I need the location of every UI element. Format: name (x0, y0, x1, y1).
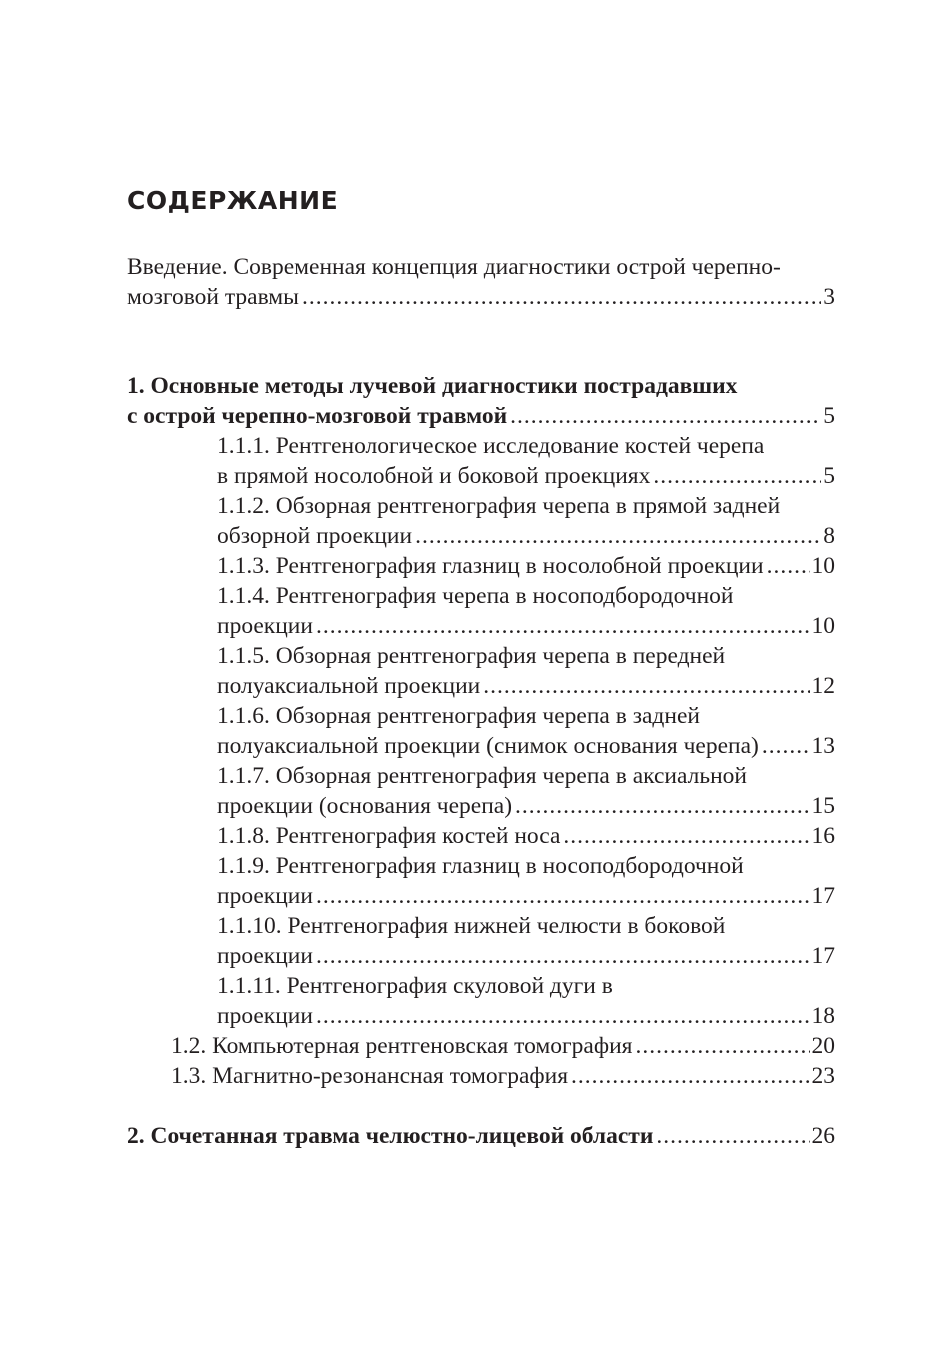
toc-entry-text: проекции (основания черепа) (217, 793, 513, 819)
dot-leader (767, 551, 810, 581)
page-number: 13 (811, 733, 835, 759)
toc-entry-text: 1.2. Компьютерная рентгеновская томография (171, 1033, 633, 1059)
dot-leader (510, 401, 821, 431)
toc-entry-text: 1.1.10. Рентгенография нижней челюсти в боковой (217, 913, 726, 939)
page-number: 12 (811, 673, 835, 699)
toc-entry-text: 2. Сочетанная травма челюстно-лицевой области (127, 1123, 654, 1149)
toc-entry-text: 1.1.9. Рентгенография глазниц в носоподбородочной (217, 853, 744, 879)
page-number: 20 (811, 1033, 835, 1059)
dot-leader (316, 941, 810, 971)
toc-entry-text: проекции (217, 943, 313, 969)
page-number: 3 (823, 284, 835, 310)
toc-entry-text: в прямой носолобной и боковой проекциях (217, 463, 651, 489)
dot-leader (316, 881, 810, 911)
dot-leader (653, 461, 821, 491)
toc-entry-text: 1.1.1. Рентгенологическое исследование костей черепа (217, 433, 765, 459)
toc-entry-1-1-10-line2[interactable] (217, 941, 835, 971)
toc-entry-text: проекции (217, 613, 313, 639)
toc-entry-text: полуаксиальной проекции (снимок основания черепа) (217, 733, 759, 759)
toc-chapter-2[interactable] (127, 1121, 835, 1151)
toc-entry-text: 1.1.6. Обзорная рентгенография черепа в задней (217, 703, 700, 729)
toc-entry-1-1-9-line1[interactable] (217, 851, 835, 881)
toc-entry-1-1-10-line1[interactable] (217, 911, 835, 941)
toc-entry-text: 1.1.4. Рентгенография черепа в носоподбородочной (217, 583, 734, 609)
toc-entry-1-1-1-line1[interactable] (217, 431, 835, 461)
toc-entry-text: 1.1.2. Обзорная рентгенография черепа в прямой задней (217, 493, 781, 519)
toc-entry-1-1-6-line2[interactable] (217, 731, 835, 761)
toc-entry-1-1-7-line2[interactable] (217, 791, 835, 821)
toc-entry-text: 1.1.5. Обзорная рентгенография черепа в передней (217, 643, 726, 669)
page-number: 17 (811, 943, 835, 969)
toc-entry-1-3[interactable] (171, 1061, 835, 1091)
toc-entry-1-1-6-line1[interactable] (217, 701, 835, 731)
dot-leader (302, 282, 821, 312)
toc-entry-1-1-5-line1[interactable] (217, 641, 835, 671)
page-number: 10 (811, 613, 835, 639)
toc-entry-1-1-11-line2[interactable] (217, 1001, 835, 1031)
dot-leader (656, 1121, 809, 1151)
dot-leader (571, 1061, 809, 1091)
toc-entry-1-1-7-line1[interactable] (217, 761, 835, 791)
toc-entry-text: 1.3. Магнитно-резонансная томография (171, 1063, 569, 1089)
toc-entry-text: с острой черепно-мозговой травмой (127, 403, 508, 429)
toc-entry-text: 1.1.7. Обзорная рентгенография черепа в аксиальной (217, 763, 747, 789)
page-number: 5 (823, 403, 835, 429)
toc-entry-1-1-3[interactable] (217, 551, 835, 581)
toc-entry-text: мозговой травмы (127, 284, 299, 310)
dot-leader (762, 731, 810, 761)
page-number: 5 (823, 463, 835, 489)
toc-entry-1-1-1-line2[interactable] (217, 461, 835, 491)
dot-leader (316, 611, 810, 641)
page-number: 10 (811, 553, 835, 579)
toc-entry-intro-line1[interactable] (127, 252, 835, 282)
toc-entry-intro-line2[interactable] (127, 282, 835, 312)
toc-entry-1-1-8[interactable] (217, 821, 835, 851)
toc-entry-text: Введение. Современная концепция диагностики острой черепно- (127, 254, 781, 280)
toc-chapter-1-line1[interactable] (127, 371, 835, 401)
page-title: СОДЕРЖАНИЕ (127, 186, 339, 215)
toc-entry-text: проекции (217, 883, 313, 909)
toc-entry-text: 1.1.8. Рентгенография костей носа (217, 823, 561, 849)
page-number: 17 (811, 883, 835, 909)
toc-entry-text: полуаксиальной проекции (217, 673, 481, 699)
toc-entry-1-1-4-line1[interactable] (217, 581, 835, 611)
page-number: 8 (823, 523, 835, 549)
dot-leader (415, 521, 821, 551)
toc-entry-text: проекции (217, 1003, 313, 1029)
toc-entry-text: обзорной проекции (217, 523, 413, 549)
toc-entry-1-2[interactable] (171, 1031, 835, 1061)
page-number: 16 (811, 823, 835, 849)
toc-entry-1-1-11-line1[interactable] (217, 971, 835, 1001)
toc-entry-text: 1.1.3. Рентгенография глазниц в носолобной проекции (217, 553, 764, 579)
dot-leader (563, 821, 809, 851)
dot-leader (483, 671, 809, 701)
dot-leader (316, 1001, 810, 1031)
toc-entry-text: 1.1.11. Рентгенография скуловой дуги в (217, 973, 613, 999)
toc-entry-1-1-9-line2[interactable] (217, 881, 835, 911)
dot-leader (635, 1031, 809, 1061)
toc-entry-1-1-4-line2[interactable] (217, 611, 835, 641)
toc-entry-1-1-5-line2[interactable] (217, 671, 835, 701)
page-number: 26 (811, 1123, 835, 1149)
toc-entry-1-1-2-line2[interactable] (217, 521, 835, 551)
toc-entry-1-1-2-line1[interactable] (217, 491, 835, 521)
page-number: 15 (811, 793, 835, 819)
page-number: 23 (811, 1063, 835, 1089)
toc-entry-text: 1. Основные методы лучевой диагностики пострадавших (127, 373, 738, 399)
toc-chapter-1-line2[interactable] (127, 401, 835, 431)
page-number: 18 (811, 1003, 835, 1029)
dot-leader (515, 791, 809, 821)
